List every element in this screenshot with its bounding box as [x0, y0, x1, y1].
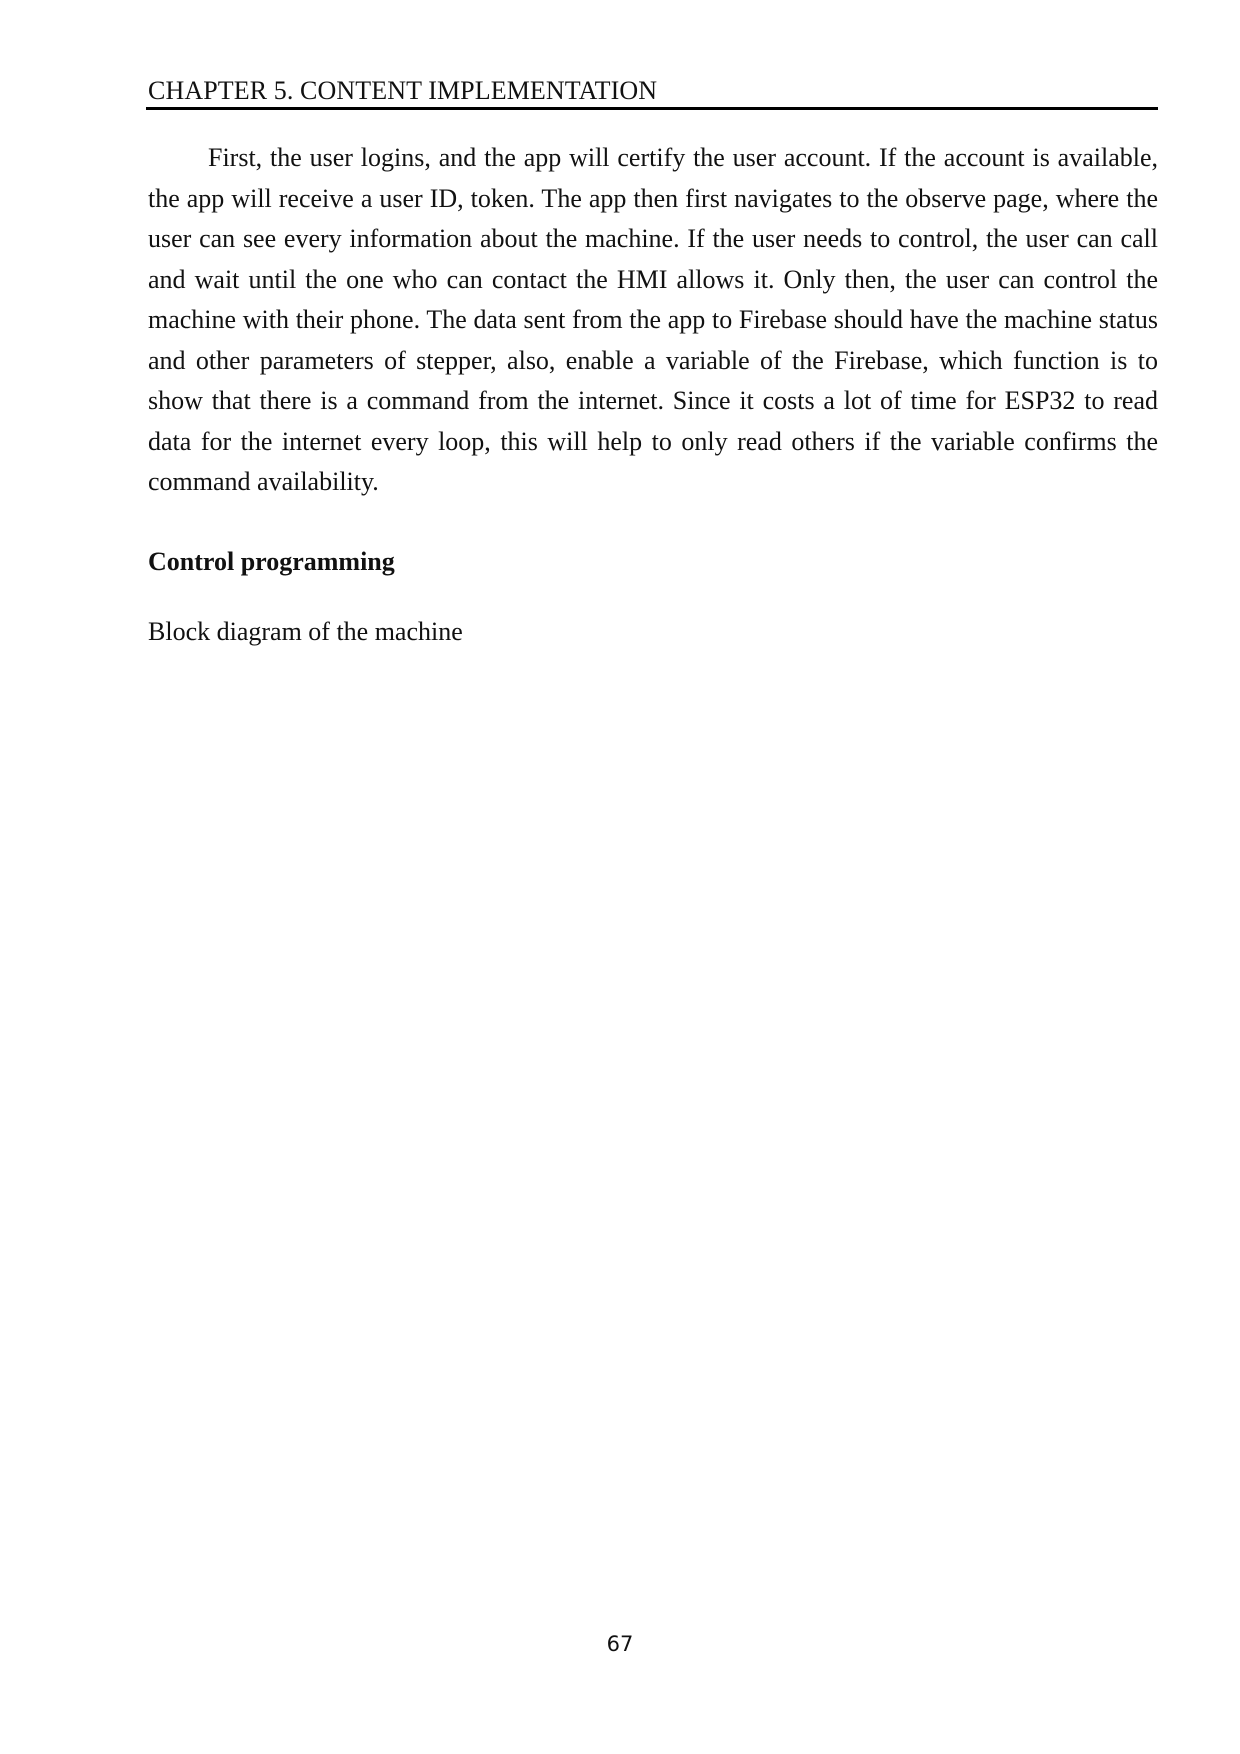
- body-paragraph: First, the user logins, and the app will certify the user account. If the account is available, the app will receive a user ID, token. The app then first navigates to the observe page, where the user can see every information about the machine. If the user needs to control, the user can call and wait until the one who can contact the HMI allows it. Only then, the user can control the machine with their phone. The data sent from the app to Firebase should have the machine status and other parameters of stepper, also, enable a variable of the Firebase, which function is to show that there is a command from the internet. Since it costs a lot of time for ESP32 to read data for the internet every loop, this will help to only read others if the variable confirms the command availability.: [148, 143, 1158, 496]
- blank-diagram-area: [148, 660, 1158, 1600]
- section-heading: Control programming: [148, 547, 395, 576]
- page-number: 67: [606, 1632, 634, 1656]
- chapter-header: CHAPTER 5. CONTENT IMPLEMENTATION: [148, 76, 658, 105]
- diagram-subheading: Block diagram of the machine: [148, 617, 463, 646]
- header-divider: [146, 107, 1158, 110]
